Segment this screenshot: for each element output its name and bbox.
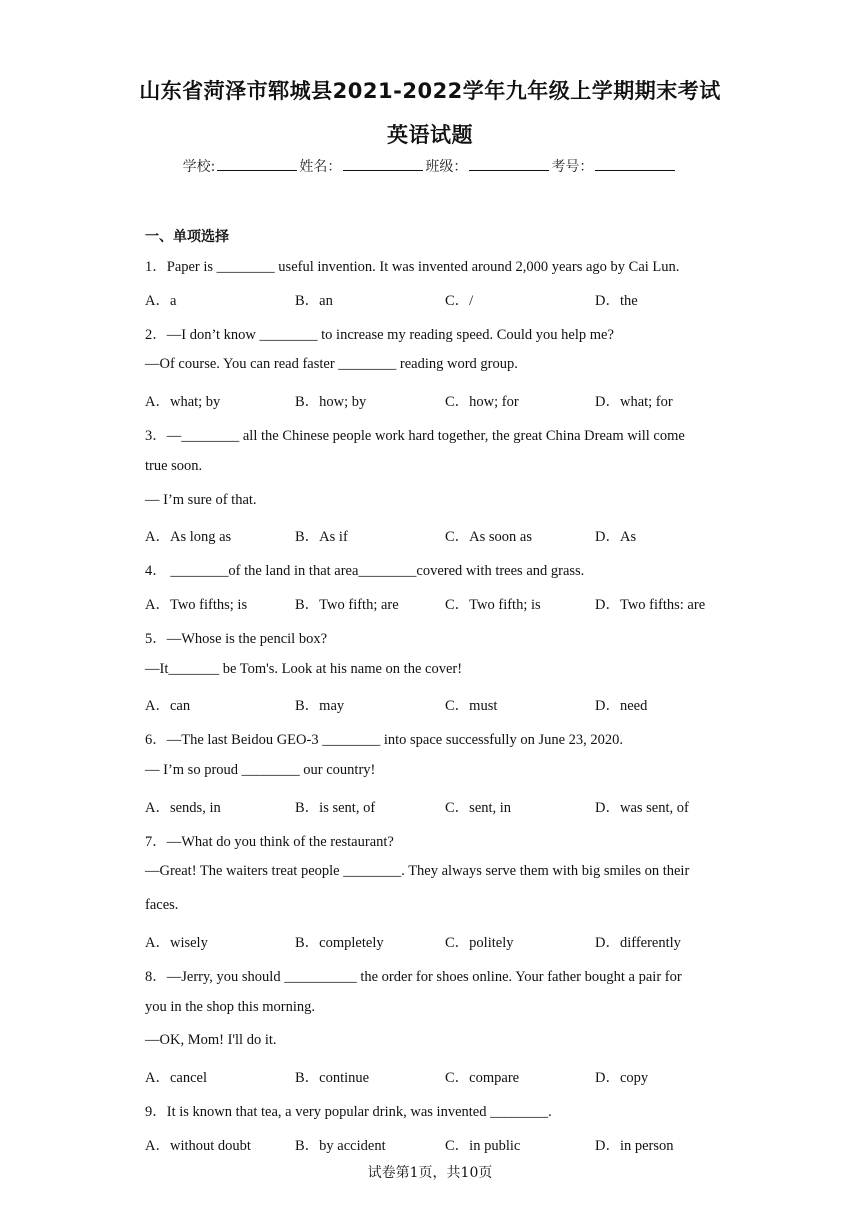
question-2-option-a[interactable]: A．what; by [145, 394, 221, 411]
question-5-option-b[interactable]: B．may [295, 698, 345, 715]
question-8-option-a[interactable]: A．cancel [145, 1070, 207, 1087]
question-4-line: 4． ________of the land in that area________covered with trees and grass. [145, 563, 585, 580]
question-6-option-c[interactable]: C．sent, in [445, 799, 512, 816]
question-4-option-a[interactable]: A．Two fifths; is [145, 597, 248, 613]
question-7-line: faces. [145, 897, 179, 914]
question-9-option-b[interactable]: B．by accident [295, 1137, 386, 1154]
question-9-option-a[interactable]: A．without doubt [145, 1137, 251, 1154]
question-1-line: 1．Paper is ________ useful invention. It was invented around 2,000 years ago by Cai Lun. [145, 259, 680, 275]
question-3-option-a[interactable]: A．As long as [145, 529, 232, 546]
question-9-option-c[interactable]: C．in public [445, 1137, 521, 1154]
question-7-line: —Great! The waiters treat people ________. They always serve them with big smiles on their [145, 863, 690, 880]
question-1-option-a[interactable]: A．a [145, 292, 177, 309]
question-8-line: you in the shop this morning. [145, 998, 315, 1015]
question-1-option-b[interactable]: B．an [295, 292, 333, 309]
question-8-option-c[interactable]: C．compare [445, 1070, 520, 1087]
page-footer: 试卷第1页，共10页 [367, 1165, 493, 1181]
question-7-option-c[interactable]: C．politely [445, 935, 514, 951]
question-1-option-d[interactable]: D．the [595, 292, 638, 309]
question-4-option-d[interactable]: D．Two fifths: are [595, 597, 706, 613]
class-blank[interactable] [469, 156, 549, 171]
question-9-option-d[interactable]: D．in person [595, 1137, 674, 1154]
question-3-line: — I’m sure of that. [145, 491, 257, 508]
name-blank[interactable] [343, 156, 423, 171]
question-6-option-d[interactable]: D．was sent, of [595, 799, 689, 816]
question-7-option-a[interactable]: A．wisely [145, 935, 208, 951]
section-title: 一、单项选择 [145, 229, 229, 245]
question-2-option-b[interactable]: B．how; by [295, 394, 367, 411]
question-7-option-b[interactable]: B．completely [295, 935, 384, 951]
question-6-option-a[interactable]: A．sends, in [145, 799, 221, 816]
question-7-option-d[interactable]: D．differently [595, 935, 681, 951]
question-1-option-c[interactable]: C．/ [445, 292, 474, 309]
question-3-option-d[interactable]: D．As [595, 529, 637, 546]
question-4-option-b[interactable]: B．Two fifth; are [295, 597, 399, 613]
class-label: 班级： [425, 159, 468, 175]
question-3-line: true soon. [145, 457, 203, 474]
name-label: 姓名： [299, 159, 342, 175]
exam-no-blank[interactable] [595, 156, 675, 171]
school-blank[interactable] [217, 156, 297, 171]
question-8-option-d[interactable]: D．copy [595, 1070, 649, 1087]
question-2-option-c[interactable]: C．how; for [445, 394, 519, 411]
question-7-line: 7．—What do you think of the restaurant? [145, 833, 394, 850]
exam-title-line2: 英语试题 [387, 123, 473, 147]
question-8-option-b[interactable]: B．continue [295, 1070, 370, 1087]
question-3-line: 3．—________ all the Chinese people work hard together, the great China Dream will come [145, 428, 685, 444]
student-info-row [0, 156, 860, 176]
question-5-option-a[interactable]: A．can [145, 698, 191, 715]
question-5-line: 5．—Whose is the pencil box? [145, 630, 328, 647]
question-9-line: 9．It is known that tea, a very popular drink, was invented ________. [145, 1104, 552, 1120]
question-5-option-c[interactable]: C．must [445, 698, 498, 715]
question-8-line: 8．—Jerry, you should __________ the order for shoes online. Your father bought a pair for [145, 968, 682, 985]
question-4-option-c[interactable]: C．Two fifth; is [445, 597, 541, 613]
question-6-option-b[interactable]: B．is sent, of [295, 799, 376, 816]
question-8-line: —OK, Mom! I'll do it. [145, 1032, 277, 1049]
question-6-line: 6．—The last Beidou GEO-3 ________ into space successfully on June 23, 2020. [145, 732, 624, 749]
question-2-line: —Of course. You can read faster ________ reading word group. [145, 356, 518, 373]
exam-no-label: 考号： [551, 159, 594, 175]
question-3-option-b[interactable]: B．As if [295, 529, 348, 546]
question-2-line: 2．—I don’t know ________ to increase my reading speed. Could you help me? [145, 326, 614, 343]
question-3-option-c[interactable]: C．As soon as [445, 529, 533, 546]
question-5-option-d[interactable]: D．need [595, 698, 648, 715]
question-6-line: — I’m so proud ________ our country! [145, 762, 376, 778]
exam-title-line1: 山东省菏泽市郓城县2021-2022学年九年级上学期期末考试 [139, 79, 721, 103]
school-label: 学校: [182, 159, 216, 175]
question-5-line: —It_______ be Tom's. Look at his name on the cover! [145, 660, 463, 677]
question-2-option-d[interactable]: D．what; for [595, 394, 673, 411]
